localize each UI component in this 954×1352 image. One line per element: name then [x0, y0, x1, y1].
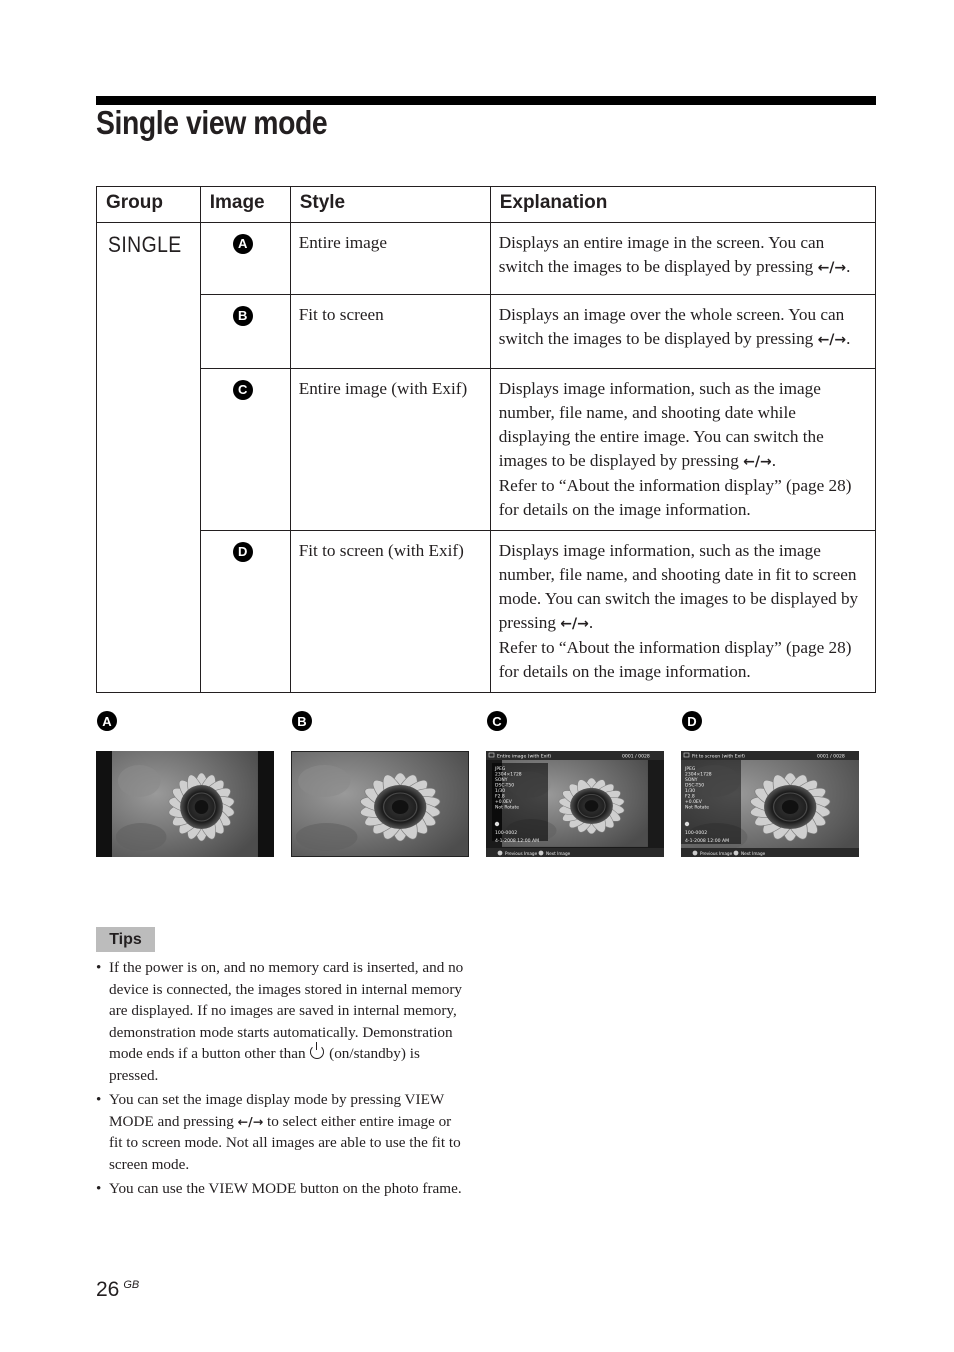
header-group: Group: [97, 187, 201, 223]
style-cell: Fit to screen (with Exif): [290, 531, 490, 693]
style-cell: Entire image: [290, 223, 490, 295]
power-icon: [310, 1045, 324, 1059]
group-single-label: SINGLE: [108, 232, 182, 257]
group-cell: [97, 223, 201, 693]
table-row: [97, 531, 876, 693]
left-right-arrows-icon: ←/→: [817, 260, 847, 276]
thumb-label-b: [292, 711, 312, 731]
left-right-arrows-icon: ←/→: [237, 1113, 264, 1129]
thumbnail-fit-to-screen-exif: [681, 751, 859, 857]
svg-text:1/30: 1/30: [495, 789, 506, 794]
explanation-cell: Displays image information, such as the image number, file name, and shooting date while displaying the entire image. You can switch the images to be displayed by pressing ←/→. Refer to “About the information display” (page 28) for details on the image information.: [490, 369, 875, 531]
badge-b-icon: B: [233, 306, 253, 326]
svg-text:DSC-T50: DSC-T50: [685, 783, 705, 789]
badge-c-icon: C: [233, 380, 253, 400]
svg-text:SONY: SONY: [685, 778, 698, 783]
svg-text:Previous Image: Previous Image: [505, 851, 538, 856]
svg-text:100-0002: 100-0002: [495, 831, 518, 836]
left-right-arrows-icon: ←/→: [743, 454, 772, 470]
svg-text:Not Rotate: Not Rotate: [495, 805, 520, 811]
svg-text:100-0002: 100-0002: [685, 831, 708, 836]
tips-list: [96, 957, 468, 1203]
page-title: Single view mode: [96, 104, 328, 141]
image-cell: [200, 223, 290, 295]
svg-text:DSC-T50: DSC-T50: [495, 783, 515, 789]
thumbnail-fit-to-screen: [291, 751, 469, 857]
list-item: • You can set the image display mode by pressing VIEW MODE and pressing ←/→ to select either entire image or fit to screen mode. Not all images are able to use the fit to screen mode.: [96, 1089, 468, 1175]
svg-text:+0.0EV: +0.0EV: [495, 800, 512, 805]
exif-counter: 0001 / 0028: [622, 754, 650, 760]
badge-d-icon: D: [682, 711, 702, 731]
svg-text:JPEG: JPEG: [685, 767, 696, 772]
page-number: 26 $^{GB}$: [96, 1278, 140, 1301]
view-mode-table: [96, 186, 876, 693]
svg-text:JPEG: JPEG: [495, 767, 506, 772]
region-code: GB: [123, 1279, 140, 1291]
thumbnail-entire-image-exif: [486, 751, 664, 857]
svg-text:F2.8: F2.8: [495, 794, 505, 800]
style-cell: Entire image (with Exif): [290, 369, 490, 531]
thumbnail-entire-image: [96, 751, 274, 857]
style-cell: Fit to screen: [290, 295, 490, 369]
svg-text:Not Rotate: Not Rotate: [685, 805, 710, 811]
svg-text:Next Image: Next Image: [546, 851, 571, 856]
badge-c-icon: C: [487, 711, 507, 731]
header-image: Image: [200, 187, 290, 223]
header-style: Style: [290, 187, 490, 223]
image-cell: [200, 295, 290, 369]
svg-text:+0.0EV: +0.0EV: [685, 800, 702, 805]
tips-heading: Tips: [96, 927, 155, 952]
badge-a-icon: A: [97, 711, 117, 731]
table-row: [97, 369, 876, 531]
svg-text:2304×1728: 2304×1728: [685, 772, 712, 778]
explanation-cell: Displays an entire image in the screen. You can switch the images to be displayed by pressing ←/→.: [490, 223, 875, 295]
left-right-arrows-icon: ←/→: [560, 616, 589, 632]
exif-counter: 0001 / 0028: [817, 754, 845, 760]
svg-text:SONY: SONY: [495, 778, 508, 783]
explanation-cell: Displays an image over the whole screen. You can switch the images to be displayed by pressing ←/→.: [490, 295, 875, 369]
svg-text:1/30: 1/30: [685, 789, 696, 794]
list-item: • You can use the VIEW MODE button on the photo frame.: [96, 1178, 468, 1200]
table-row: [97, 223, 876, 295]
explanation-cell: Displays image information, such as the image number, file name, and shooting date in fit to screen mode. You can switch the images to be displayed by pressing ←/→. Refer to “About the information display” (page 28) for details on the image information.: [490, 531, 875, 693]
svg-text:F2.8: F2.8: [685, 794, 695, 800]
left-right-arrows-icon: ←/→: [817, 332, 847, 348]
list-item: • If the power is on, and no memory card is inserted, and no device is connected, the images stored in internal memory are displayed. If no images are saved in internal memory, demonstration mode starts automatically. Demonstration mode ends if a button other than (on/standby) is pressed.: [96, 957, 468, 1086]
image-cell: [200, 531, 290, 693]
thumb-label-c: [487, 711, 507, 731]
svg-text:4-1-2008 12:00 AM: 4-1-2008 12:00 AM: [685, 839, 730, 844]
header-explanation: Explanation: [490, 187, 875, 223]
exif-header-title: Entire image (with Exif): [497, 754, 552, 760]
image-cell: [200, 369, 290, 531]
table-header-row: [97, 187, 876, 223]
badge-d-icon: D: [233, 542, 253, 562]
svg-text:4-1-2008 12:00 AM: 4-1-2008 12:00 AM: [495, 839, 540, 844]
badge-a-icon: A: [233, 234, 253, 254]
thumb-label-a: [97, 711, 117, 731]
table-row: [97, 295, 876, 369]
svg-text:2304×1728: 2304×1728: [495, 772, 522, 778]
svg-text:Next Image: Next Image: [741, 851, 766, 856]
exif-header-title: Fit to screen (with Exif): [692, 754, 745, 760]
thumb-label-d: [682, 711, 702, 731]
badge-b-icon: B: [292, 711, 312, 731]
svg-text:Previous Image: Previous Image: [700, 851, 733, 856]
